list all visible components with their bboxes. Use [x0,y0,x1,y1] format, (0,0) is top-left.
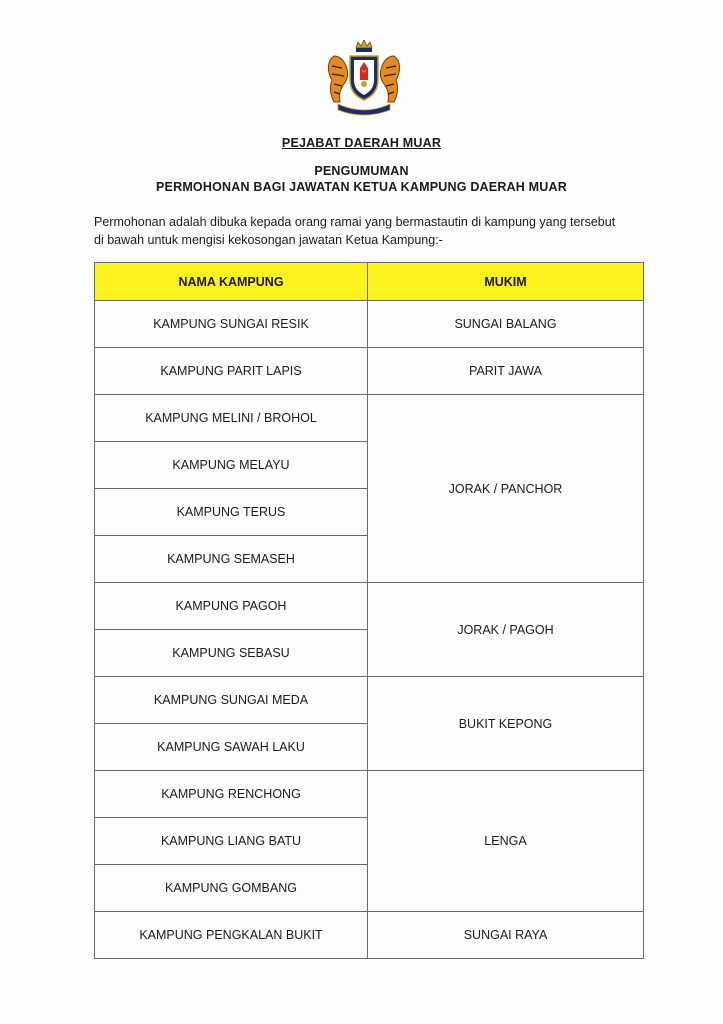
kampung-table [94,262,644,959]
announcement-subheading: PERMOHONAN BAGI JAWATAN KETUA KAMPUNG DAERAH MUAR [156,180,567,194]
kampung-cell: KAMPUNG RENCHONG [95,771,368,818]
mukim-cell: PARIT JAWA [368,348,644,395]
intro-line-2: di bawah untuk mengisi kekosongan jawatan Ketua Kampung:- [94,233,443,247]
kampung-cell: KAMPUNG SUNGAI MEDA [95,677,368,724]
kampung-cell: KAMPUNG PAGOH [95,583,368,630]
mukim-cell: LENGA [368,771,644,912]
office-name: PEJABAT DAERAH MUAR [281,136,442,150]
kampung-cell: KAMPUNG LIANG BATU [95,818,368,865]
intro-paragraph [94,213,654,249]
table-header-row [95,263,644,301]
table-row [95,771,644,818]
announcement-heading: PENGUMUMAN [314,164,409,178]
mukim-cell: BUKIT KEPONG [368,677,644,771]
header-mukim: MUKIM [368,263,644,301]
mukim-cell: JORAK / PANCHOR [368,395,644,583]
table-row [95,301,644,348]
kampung-cell: KAMPUNG MELAYU [95,442,368,489]
kampung-cell: KAMPUNG TERUS [95,489,368,536]
table-row [95,912,644,959]
table-row [95,583,644,630]
kampung-cell: KAMPUNG SEMASEH [95,536,368,583]
header-nama-kampung: NAMA KAMPUNG [95,263,368,301]
table-row [95,677,644,724]
kampung-cell: KAMPUNG SAWAH LAKU [95,724,368,771]
kampung-cell: KAMPUNG PENGKALAN BUKIT [95,912,368,959]
intro-line-1: Permohonan adalah dibuka kepada orang ramai yang bermastautin di kampung yang tersebut [94,215,616,229]
kampung-cell: KAMPUNG SEBASU [95,630,368,677]
kampung-cell: KAMPUNG PARIT LAPIS [95,348,368,395]
kampung-cell: KAMPUNG GOMBANG [95,865,368,912]
kampung-cell: KAMPUNG MELINI / BROHOL [95,395,368,442]
mukim-cell: SUNGAI RAYA [368,912,644,959]
kampung-cell: KAMPUNG SUNGAI RESIK [95,301,368,348]
mukim-cell: SUNGAI BALANG [368,301,644,348]
mukim-cell: JORAK / PAGOH [368,583,644,677]
table-row [95,395,644,442]
table-row [95,348,644,395]
johor-coat-of-arms-icon [316,40,412,120]
